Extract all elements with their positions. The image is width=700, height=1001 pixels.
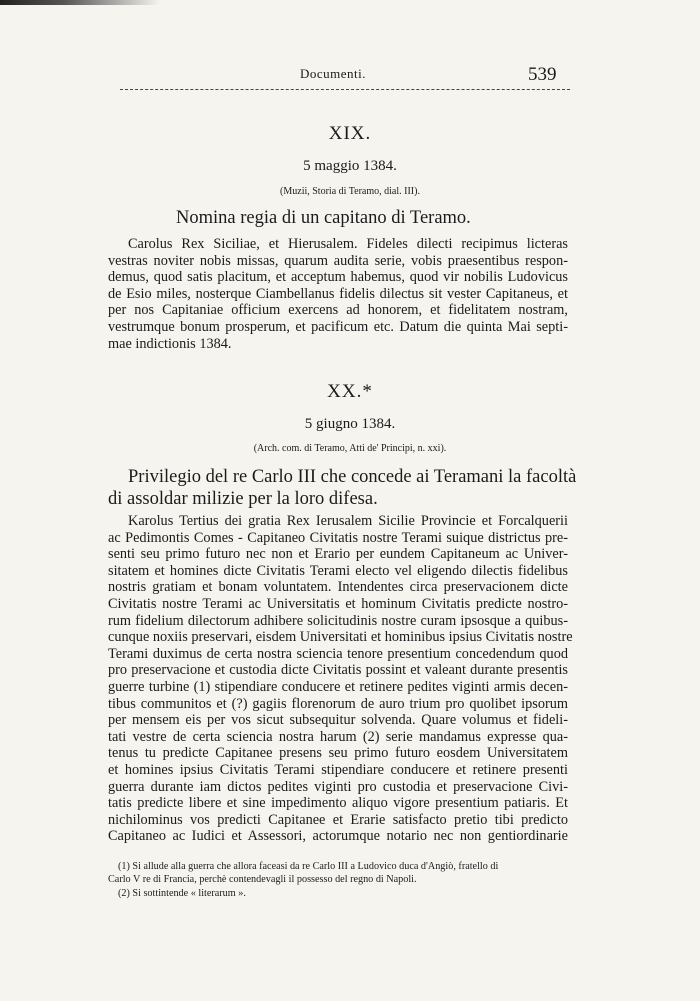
text-line: pro preservacione et custodia dicte Civitatis possint et valeant durante presentis [108, 662, 568, 679]
page-number: 539 [528, 64, 557, 85]
doc20-title-line: Privilegio del re Carlo III che concede ai Teramani la facoltà [128, 467, 577, 487]
text-line: tati vestre de certa sciencia nostra harum (2) serie mandamus expresse qua- [108, 728, 568, 745]
doc20-date: 5 giugno 1384. [304, 416, 396, 432]
text-line: vestras noviter nobis missas, quarum audita serie, vobis praesentibus respon- [108, 252, 568, 269]
text-line: cunque noxiis preservari, eisdem Universitati et hominibus ipsius Civitatis nostre [108, 629, 573, 646]
text-line: nostris gratiam et bonam voluntatem. Intendentes circa preservacionem dicte [108, 579, 568, 596]
header-rule [120, 89, 570, 90]
doc19-date: 5 maggio 1384. [303, 158, 397, 174]
text-line: Capitaneo ac Iudici et Assessori, actorumque notario nec non gentiordinarie [108, 828, 568, 845]
footnotes [108, 860, 568, 900]
text-line: guerra durante iam dictos pedites viginti pro custodia et preservacione Civi- [108, 778, 568, 795]
text-line: sitatem et homines dicte Civitatis Terami electo vel eligendo dilectis fidelibus [108, 562, 568, 579]
doc20-number: XX.* [327, 381, 373, 402]
doc19-body [108, 236, 568, 352]
text-line: tatis predicte libere et sine impedimento aliquo vigore presentium patiaris. Et [108, 795, 568, 812]
doc20-title [108, 466, 577, 510]
text-line: Karolus Tertius dei gratia Rex Ierusalem Sicilie Provincie et Forcalquerii [128, 513, 568, 529]
text-line: Terami duximus de certa nostra sciencia tenore presentium concedendum quod [108, 645, 568, 662]
doc19-number: XIX. [328, 123, 372, 144]
text-line: per nos Capitaniae officium exercens ad honorem, et fidelitatem nostram, [108, 302, 568, 319]
doc19-title: Nomina regia di un capitano di Teramo. [176, 208, 471, 228]
text-line: tibus communitos et (?) gagiis florenorum de auro trium pro quolibet ipsorum [108, 695, 568, 712]
text-line: nichilominus vos predicti Capitanee et Erarie satisfacto pretio tibi predicto [108, 811, 568, 828]
doc20-body [108, 513, 573, 845]
text-line: de Esio miles, nosterque Ciambellanus fidelis dilectus sit vester Capitaneus, et [108, 285, 568, 302]
doc20-title-line: di assoldar milizie per la loro difesa. [108, 489, 378, 509]
running-title: Documenti. [300, 66, 367, 81]
footnote-line: Carlo V re di Francia, perchè contendevagli il possesso del regno di Napoli. [108, 874, 417, 886]
text-line: mae indictionis 1384. [108, 335, 232, 352]
footnote-line: (1) Si allude alla guerra che allora faceasi da re Carlo III a Ludovico duca d'Angiò, fratello di [118, 861, 499, 872]
scan-edge-shadow [0, 0, 160, 5]
text-line: guerre turbine (1) stipendiare conducere et retinere pedites viginti armis decen- [108, 678, 568, 695]
doc20-source: (Arch. com. di Teramo, Atti de' Principi, n. xxi). [253, 443, 447, 454]
text-line: tenus tu predicte Capitanee presens seu primo futuro eosdem Universitatem [108, 745, 568, 762]
text-line: vestrumque bonum prosperum, et pacificum etc. Datum die quinta Mai septi- [108, 318, 568, 335]
text-line: per mensem eis per vos sicut subsequitur solvenda. Quare volumus et fideli- [108, 712, 568, 729]
text-line: senti seu primo futuro nec non et Erario per eundem Capitaneum ac Univer- [108, 546, 568, 563]
running-head [0, 64, 700, 88]
text-line: rum fidelium dilectorum adhibere solicitudinis nostre curam ipsosque a quibus- [108, 612, 568, 629]
doc19-source: (Muzii, Storia di Teramo, dial. III). [280, 186, 420, 197]
text-line: et homines ipsius Civitatis Terami stipendiare conducere et retinere presenti [108, 761, 568, 778]
text-line: Carolus Rex Siciliae, et Hierusalem. Fideles dilecti recipimus licteras [128, 236, 568, 252]
footnote-line: (2) Si sottintende « literarum ». [118, 887, 246, 899]
text-line: Civitatis nostre Terami ac Universitatis et hominum Civitatis predicte nostro- [108, 595, 568, 612]
text-line: demus, quod satis placitum, et acceptum habemus, quod vir nobilis Ludovicus [108, 269, 568, 286]
text-line: ac Pedimontis Comes - Capitaneo Civitatis nostre Terami suique districtus pre- [108, 529, 568, 546]
